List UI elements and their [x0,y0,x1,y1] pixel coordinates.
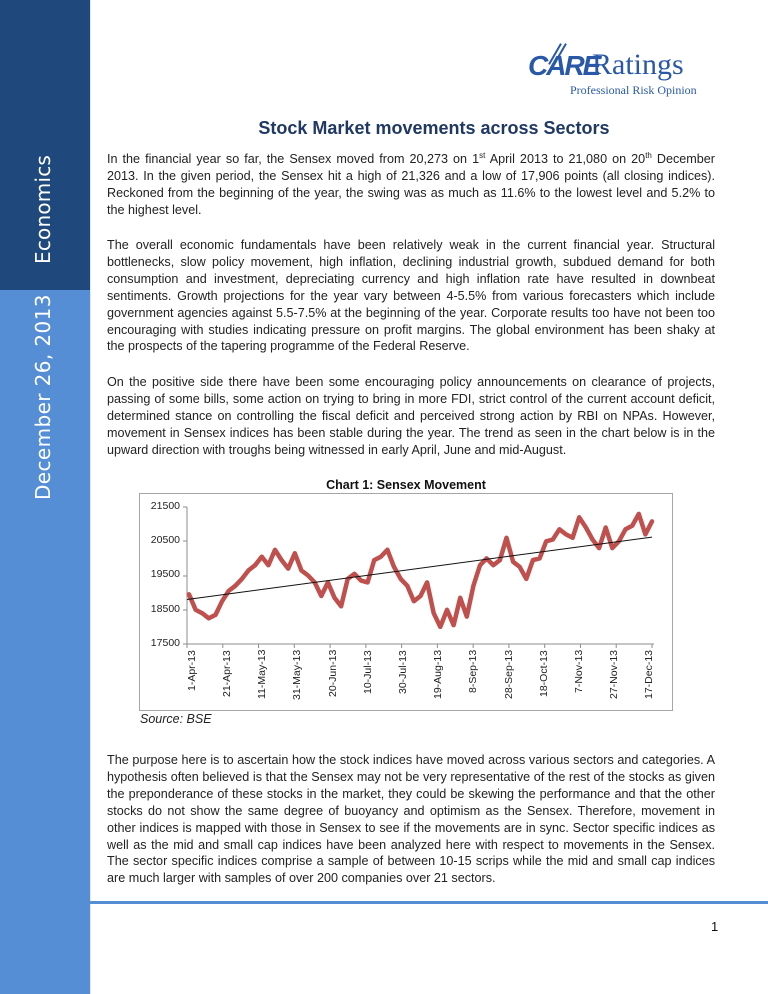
logo-mark: CARE [528,50,600,81]
text-run: December 2013. In the given period, the Sensex hit a high of 21,326 and a low of 17,906 points (all closing indices). Reckoned from the beginning of the year, the swing was as much as 11.6% to the lowest level and 5.2% to the highest level. [107,152,715,217]
publication-date: December 26, 2013 [31,294,55,500]
x-tick-label: 11-May-13 [256,649,268,699]
text-run: In the financial year so far, the Sensex moved from 20,273 on 1 [107,152,480,166]
x-tick-label: 10-Jul-13 [362,650,374,694]
paragraph-purpose: The purpose here is to ascertain how the stock indices have moved across various sectors and categories. A hypothesis often believed is that the Sensex may not be very representative of the rest of the stocks as given the preponderance of these stocks in the market, they could be skewing the performance and that the other stocks do not show the same degree of buoyancy and optimism as the Sensex. Therefore, movement in other indices is mapped with those in Sensex to see if the movements are in sync. Sector specific indices as well as the mid and small cap indices have been analyzed here with respect to movements in the Sensex. The sector specific indices comprise a sample of between 10-15 scrips while the mid and small cap indices are much larger with samples of over 200 companies over 21 sectors. [107,753,715,886]
x-tick-label: 1-Apr-13 [186,650,198,691]
paragraph-fundamentals: The overall economic fundamentals have been relatively weak in the current financial year. Structural bottlenecks, slow policy movement, high inflation, declining industrial growth, subdued demand for both consumption and investment, depreciating currency and high inflation rate have resulted in downbeat sentiments. Growth projections for the year vary between 4-5.5% from various forecasters which include government agencies against 5.5-7.5% at the beginning of the year. Corporate results too have not been too encouraging with studies indicating pressure on profit margins. The global environment has been shaky at the prospects of the tapering programme of the Federal Reserve. [107,238,715,354]
chart-source: Source: BSE [140,712,212,726]
x-tick-label: 8-Sep-13 [467,649,479,693]
x-tick-label: 31-May-13 [291,649,303,700]
x-tick-label: 18-Oct-13 [538,650,550,697]
x-tick-label: 28-Sep-13 [503,649,515,699]
y-tick-label: 20500 [150,534,180,546]
page-number: 1 [711,919,719,934]
superscript: th [645,150,652,160]
section-label: Economics [31,154,55,264]
x-tick-label: 27-Nov-13 [608,649,620,699]
logo-name: Ratings [592,48,684,81]
trend-line [187,537,652,599]
x-tick-label: 19-Aug-13 [432,649,444,699]
superscript: st [479,150,486,160]
sensex-series-line [189,514,652,627]
page-title: Stock Market movements across Sectors [258,118,610,138]
x-tick-label: 7-Nov-13 [573,649,585,693]
x-tick-label: 30-Jul-13 [397,650,409,694]
y-tick-label: 19500 [150,568,180,580]
paragraph-positive-side: On the positive side there have been some encouraging policy announcements on clearance of projects, passing of some bills, some action on trying to bring in more FDI, strict control of the current account deficit, determined stance on controlling the fiscal deficit and perceived strong action by RBI on NPAs. However, movement in Sensex indices has been stable during the year. The trend as seen in the chart below is in the upward direction with troughs being witnessed in early April, June and mid-August. [107,375,715,457]
x-axis-ticks [187,644,652,648]
logo-tagline: Professional Risk Opinion [570,83,697,97]
chart-title: Chart 1: Sensex Movement [326,478,486,492]
x-tick-label: 20-Jun-13 [327,649,339,697]
x-tick-label: 17-Dec-13 [643,649,655,699]
footer-rule [90,901,768,904]
text-run: April 2013 to 21,080 on 20 [485,152,646,166]
y-tick-label: 17500 [150,637,180,649]
x-tick-label: 21-Apr-13 [221,650,233,697]
y-tick-label: 21500 [150,500,180,512]
y-tick-label: 18500 [150,603,180,615]
